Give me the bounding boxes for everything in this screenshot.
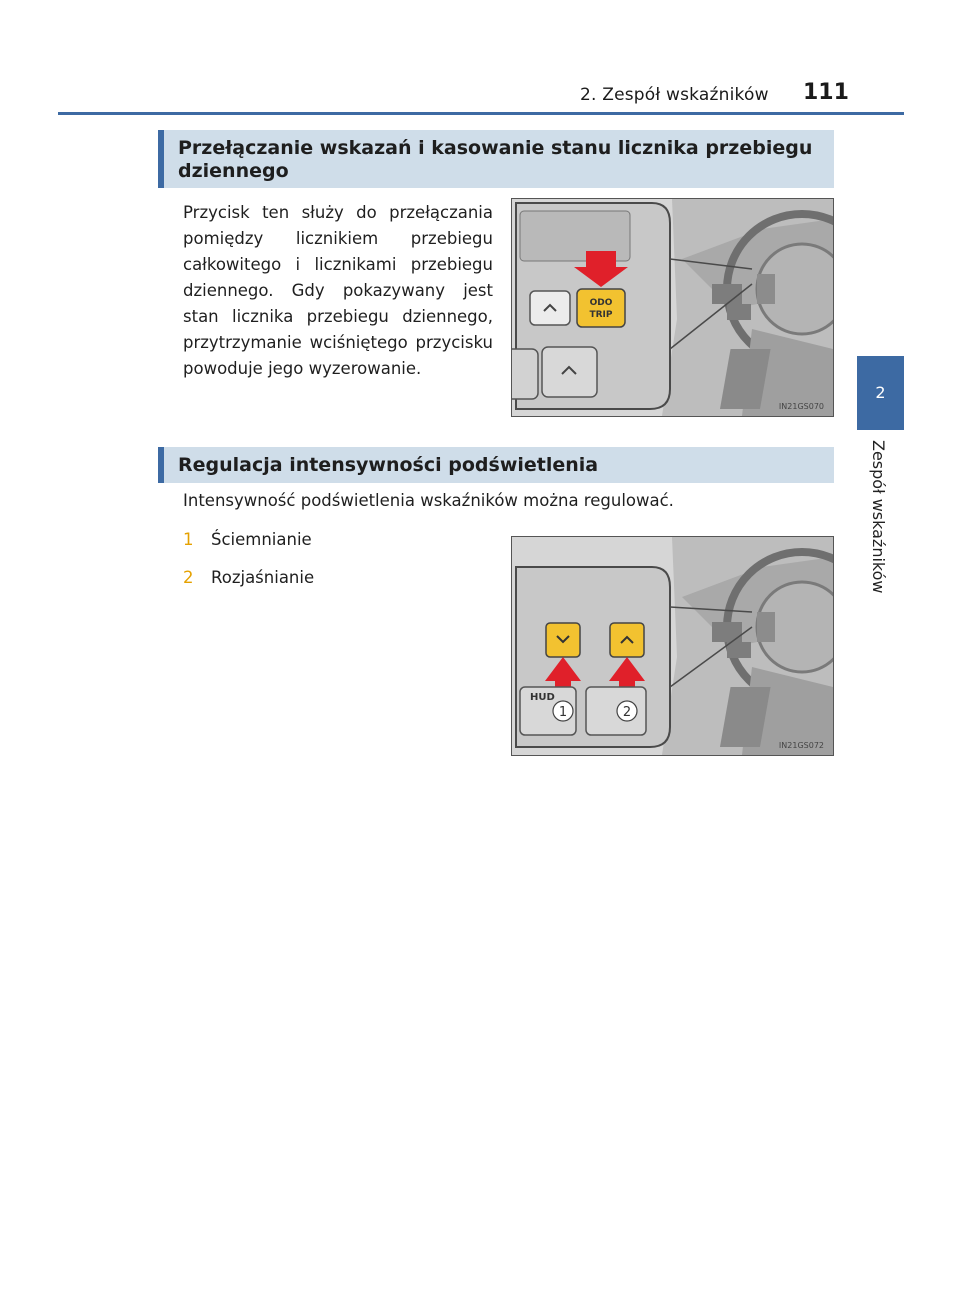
item-label: Rozjaśnianie — [211, 568, 315, 587]
section-title-odo-trip: Przełączanie wskazań i kasowanie stanu licznika przebiegu dziennego — [158, 130, 834, 188]
dim-button — [546, 623, 580, 657]
odo-trip-button-label-1: ODO — [589, 298, 613, 308]
brightness-drawing — [512, 537, 833, 755]
page-number: 111 — [803, 80, 849, 105]
item-number: 2 — [183, 568, 194, 587]
item-number: 1 — [183, 530, 194, 549]
chapter-title: 2. Zespół wskaźników — [580, 85, 769, 105]
brightness-buttons-illustration — [511, 536, 834, 756]
list-item — [183, 530, 312, 549]
callout-1-number: 1 — [558, 705, 568, 720]
callout-2-number: 2 — [622, 705, 632, 720]
odo-trip-drawing — [512, 199, 833, 416]
list-item — [183, 568, 314, 587]
brightness-intro: Intensywność podświetlenia wskaźników można regulować. — [183, 491, 674, 510]
item-label: Ściemnianie — [211, 530, 312, 549]
chapter-tab-number: 2 — [875, 383, 886, 402]
hud-button-label: HUD — [530, 692, 555, 703]
chapter-tab — [857, 356, 904, 430]
odo-trip-button-label-2: TRIP — [589, 310, 613, 320]
odo-trip-description: Przycisk ten służy do przełączania pomiędzy licznikiem przebiegu całkowitego i licznikami przebiegu dziennego. Gdy pokazywany jest stan licznika przebiegu dziennego, przytrzymanie wciśniętego przycisku powoduje jego wyzerowanie. — [183, 203, 493, 378]
brighten-button — [610, 623, 644, 657]
section-title-brightness: Regulacja intensywności podświetlenia — [158, 447, 834, 483]
chapter-tab-label: Zespół wskaźników — [869, 440, 888, 594]
header-rule — [58, 112, 904, 115]
odo-trip-button-illustration — [511, 198, 834, 417]
figure-code: IN21GS072 — [778, 741, 824, 750]
figure-code: IN21GS070 — [778, 402, 824, 411]
